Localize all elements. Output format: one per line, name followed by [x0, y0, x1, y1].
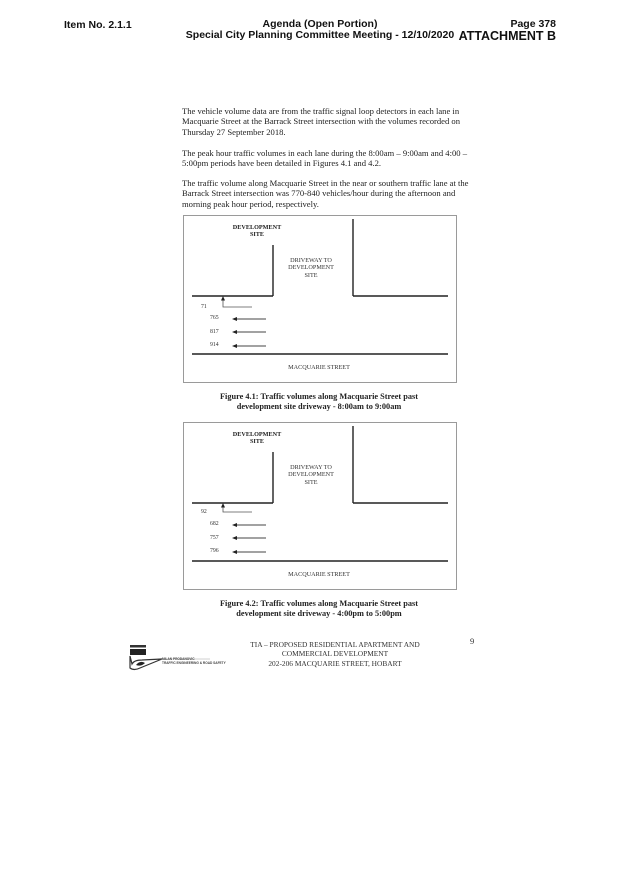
logo-text: [162, 658, 226, 665]
paragraph-data-source: The vehicle volume data are from the traffic signal loop detectors in each lane in Macquarie Street at the Barrack Street intersection with the volumes recorded on Thursday 27 September 2018.: [182, 106, 461, 137]
lane-3-arrowhead: [232, 550, 237, 554]
driveway-label-line-2: DEVELOPMENT: [288, 264, 334, 272]
lane-3-arrowhead: [232, 344, 237, 348]
lane-1-arrowhead: [232, 523, 237, 527]
turning-volume: 71: [201, 304, 207, 310]
caption-line-1: Figure 4.1: Traffic volumes along Macquarie Street past: [219, 392, 419, 401]
company-logo: [128, 644, 226, 672]
turning-arrow-line: [223, 506, 252, 512]
lane-3-volume: 796: [210, 548, 219, 554]
lane-3-volume: 914: [210, 342, 219, 348]
footer-line-2: COMMERCIAL DEVELOPMENT: [281, 649, 389, 659]
agenda-title: [170, 19, 470, 41]
caption-line-2: development site driveway - 4:00pm to 5:00pm: [236, 609, 402, 619]
figure-4-1-caption: [183, 392, 455, 413]
driveway-label: [276, 464, 346, 486]
development-label-line-2: SITE: [249, 438, 265, 446]
figure-4-2-diagram: [183, 422, 457, 590]
footer-line-1: TIA – PROPOSED RESIDENTIAL APARTMENT AND: [250, 640, 420, 649]
driveway-label-line-3: SITE: [304, 271, 318, 279]
street-label: MACQUARIE STREET: [288, 364, 350, 371]
footer-page-number: 9: [470, 636, 475, 646]
intersection-diagram: [184, 216, 456, 382]
agenda-line-1: Agenda (Open Portion): [262, 18, 378, 30]
driveway-label-line-1: DRIVEWAY TO: [290, 464, 332, 471]
caption-line-1: Figure 4.2: Traffic volumes along Macquarie Street past: [219, 599, 419, 608]
caption-line-2: development site driveway - 8:00am to 9:00am: [236, 402, 402, 412]
page-number-label: Page 378: [510, 18, 556, 30]
lane-2-arrowhead: [232, 536, 237, 540]
turning-arrow-line: [223, 299, 252, 307]
lane-2-volume: 757: [210, 535, 219, 541]
intersection-diagram: [184, 423, 456, 589]
footer-line-3: 202-206 MACQUARIE STREET, HOBART: [268, 658, 402, 668]
footer-report-title: [235, 640, 435, 668]
lane-1-arrowhead: [232, 317, 237, 321]
driveway-label: [276, 257, 346, 279]
street-label: MACQUARIE STREET: [288, 571, 350, 578]
agenda-line-2: Special City Planning Committee Meeting - 12/10/2020: [185, 29, 455, 41]
development-site-label: [224, 224, 290, 239]
development-label-line-1: DEVELOPMENT: [232, 224, 282, 231]
paragraph-peak-hours: The peak hour traffic volumes in each lane during the 8:00am – 9:00am and 4:00 – 5:00pm periods have been detailed in Figures 4.1 and 4.2.: [182, 148, 468, 169]
lane-2-volume: 817: [210, 329, 219, 335]
figure-4-2-caption: [183, 599, 455, 620]
development-site-label: [224, 431, 290, 446]
driveway-label-line-1: DRIVEWAY TO: [290, 257, 332, 264]
figure-4-1-diagram: [183, 215, 457, 383]
turning-volume: 92: [201, 509, 207, 515]
paragraph-traffic-volume: The traffic volume along Macquarie Street in the near or southern traffic lane at the Barrack Street intersection was 770-840 vehicles/hour during the afternoon and morning peak hour period, respectively.: [182, 178, 469, 209]
lane-2-arrowhead: [232, 330, 237, 334]
development-label-line-2: SITE: [249, 231, 265, 239]
page-info: [459, 19, 556, 42]
logo-tagline: TRAFFIC ENGINEERING & ROAD SAFETY: [162, 660, 226, 665]
lane-1-volume: 682: [210, 521, 219, 527]
logo-company-name: MILAN PRODANOVIC: [162, 657, 195, 661]
attachment-label: ATTACHMENT B: [458, 29, 556, 43]
driveway-label-line-3: SITE: [304, 478, 318, 486]
development-label-line-1: DEVELOPMENT: [232, 431, 282, 438]
lane-1-volume: 765: [210, 315, 219, 321]
item-number: Item No. 2.1.1: [64, 19, 132, 31]
driveway-label-line-2: DEVELOPMENT: [288, 471, 334, 479]
